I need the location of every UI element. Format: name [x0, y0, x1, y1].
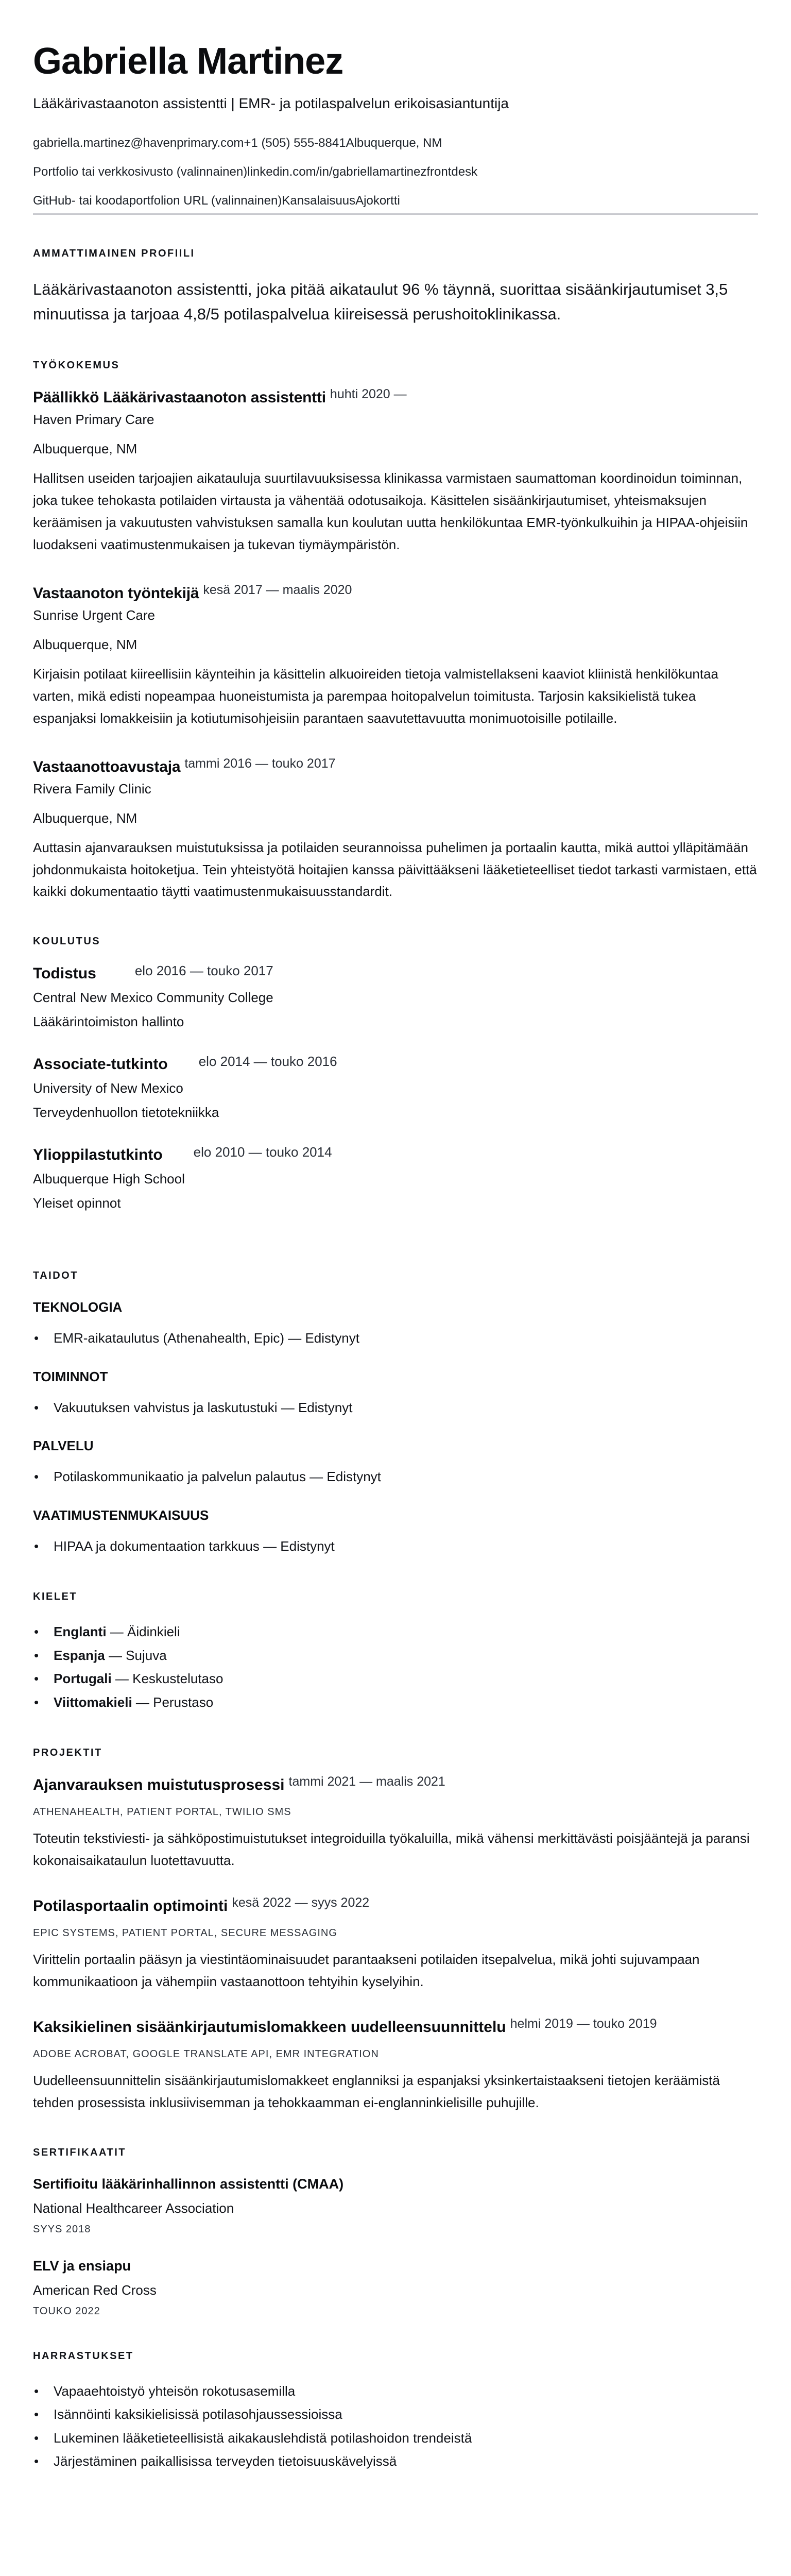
headline: Lääkärivastaanoton assistentti | EMR- ja potilaspalvelun erikoisasiantuntija: [33, 95, 509, 112]
education-dates: elo 2014 — touko 2016: [198, 1054, 337, 1070]
phone-number[interactable]: +1 (505) 555-8841: [244, 136, 346, 150]
profile-summary: Lääkärivastaanoton assistentti, joka pitää aikataulut 96 % täynnä, suorittaa sisäänkirjautumiset 3,5 minuutissa ja tarjoaa 4,8/5 potilaspalvelua kiireisessä perushoitoklinikassa.: [33, 280, 728, 324]
project-entry: [33, 1897, 758, 1993]
school-name: Albuquerque High School: [33, 1171, 185, 1187]
project-entry: [33, 2016, 758, 2114]
job-description: Auttasin ajanvarauksen muistutuksissa ja potilaiden seurannoissa puhelimen ja portaalin kautta, mikä auttoi ylläpitämään johdonmukaista hoitoketjua. Tein yhteistyötä hoitajien kanssa päivittääkseni lääketieteelliset tiedot tarkasti varmistaen, että kaikki dokumentaatio täytti vaatimustenmukaisuusstandardit.: [33, 839, 757, 900]
section-title-experience: TYÖKOKEMUS: [33, 360, 120, 371]
portfolio-link[interactable]: Portfolio tai verkkosivusto (valinnainen): [33, 165, 248, 179]
job-entry: [33, 389, 758, 556]
certification-issuer: American Red Cross: [33, 2282, 157, 2298]
project-tech: ADOBE ACROBAT, GOOGLE TRANSLATE API, EMR INTEGRATION: [33, 2048, 379, 2060]
education-entry: [33, 1056, 337, 1123]
certification-date: TOUKO 2022: [33, 2305, 100, 2317]
interest-item: • Isännöinti kaksikielisissä potilasohjaussessioissa: [33, 2403, 758, 2427]
section-title-languages: KIELET: [33, 1591, 78, 1603]
language-name: Portugali: [54, 1671, 112, 1687]
skill-item: • HIPAA ja dokumentaation tarkkuus — Edistynyt: [33, 1535, 758, 1558]
project-description: Virittelin portaalin pääsyn ja viestintäominaisuudet parantaakseni potilaiden itsepalvelua, mikä johti sujuvampaan kommunikaatioon ja vähempiin vastaanottoon tehtyihin kyselyihin.: [33, 1952, 700, 1990]
language-level: — Äidinkieli: [106, 1624, 180, 1640]
skill-category: TEKNOLOGIA: [33, 1299, 123, 1315]
degree-title: Associate-tutkinto: [33, 1056, 168, 1073]
skill-group: [33, 1299, 758, 1350]
job-company: Haven Primary Care: [33, 412, 154, 428]
skill-category: VAATIMUSTENMUKAISUUS: [33, 1507, 209, 1523]
project-title: Potilasportaalin optimointi: [33, 1897, 228, 1915]
skill-item: • Vakuutuksen vahvistus ja laskutustuki — Edistynyt: [33, 1396, 758, 1420]
project-dates: tammi 2021 — maalis 2021: [288, 1774, 445, 1789]
language-item: [33, 1620, 758, 1644]
github-link[interactable]: GitHub- tai koodaportfolion URL (valinnainen): [33, 194, 282, 208]
certifications-section: [33, 2147, 758, 2317]
project-tech: EPIC SYSTEMS, PATIENT PORTAL, SECURE MESSAGING: [33, 1927, 337, 1939]
job-dates: kesä 2017 — maalis 2020: [203, 583, 352, 598]
skill-category: PALVELU: [33, 1438, 94, 1454]
degree-title: Ylioppilastutkinto: [33, 1146, 163, 1164]
job-title: Vastaanottoavustaja: [33, 758, 181, 775]
project-tech: ATHENAHEALTH, PATIENT PORTAL, TWILIO SMS: [33, 1806, 291, 1818]
section-title-skills: TAIDOT: [33, 1270, 78, 1282]
education-dates: elo 2016 — touko 2017: [134, 963, 273, 979]
language-item: [33, 1691, 758, 1715]
language-item: [33, 1667, 758, 1691]
interest-item: • Järjestäminen paikallisissa terveyden tietoisuuskävelyissä: [33, 2450, 758, 2473]
interest-item: • Lukeminen lääketieteellisistä aikakauslehdistä potilashoidon trendeistä: [33, 2427, 758, 2450]
field-of-study: Terveydenhuollon tietotekniikka: [33, 1105, 219, 1121]
candidate-name: Gabriella Martinez: [33, 41, 343, 82]
experience-section: [33, 360, 758, 903]
project-title: Kaksikielinen sisäänkirjautumislomakkeen uudelleensuunnittelu: [33, 2018, 506, 2036]
resume-header: [33, 41, 758, 215]
job-location: Albuquerque, NM: [33, 637, 137, 653]
degree-title: Todistus: [33, 965, 96, 982]
section-title-profile: AMMATTIMAINEN PROFIILI: [33, 248, 195, 260]
field-of-study: Yleiset opinnot: [33, 1195, 121, 1211]
job-entry: [33, 758, 758, 903]
skill-item: • EMR-aikataulutus (Athenahealth, Epic) — Edistynyt: [33, 1327, 758, 1350]
section-title-education: KOULUTUS: [33, 936, 101, 947]
project-entry: [33, 1776, 758, 1872]
section-title-certifications: SERTIFIKAATIT: [33, 2146, 127, 2158]
project-description: Uudelleensuunnittelin sisäänkirjautumislomakkeet englanniksi ja espanjaksi yksinkertaistaakseni tietojen keräämistä tehden prosessista inklusiivisemman ja tehokkaamman ei-englanninkielisille puhujille.: [33, 2072, 720, 2110]
job-location: Albuquerque, NM: [33, 441, 137, 457]
school-name: Central New Mexico Community College: [33, 990, 273, 1006]
skill-category: TOIMINNOT: [33, 1368, 108, 1384]
contact-info: [33, 129, 758, 215]
contact-row-links: [33, 158, 758, 187]
languages-section: [33, 1591, 758, 1714]
interest-item: • Vapaaehtoistyö yhteisön rokotusasemilla: [33, 2380, 758, 2403]
certification-issuer: National Healthcareer Association: [33, 2200, 234, 2216]
skill-item: • Potilaskommunikaatio ja palvelun palautus — Edistynyt: [33, 1465, 758, 1489]
skill-group: [33, 1507, 758, 1558]
job-company: Rivera Family Clinic: [33, 781, 151, 796]
language-name: Espanja: [54, 1647, 105, 1663]
language-name: Englanti: [54, 1624, 107, 1640]
location: Albuquerque, NM: [346, 136, 442, 150]
project-dates: helmi 2019 — touko 2019: [510, 2016, 657, 2031]
skill-group: [33, 1369, 758, 1420]
language-level: — Sujuva: [105, 1647, 167, 1663]
skill-group: [33, 1438, 758, 1489]
language-name: Viittomakieli: [54, 1694, 132, 1710]
drivers-license: Ajokortti: [355, 194, 400, 208]
education-dates: elo 2010 — touko 2014: [193, 1144, 332, 1160]
job-description: Kirjaisin potilaat kiireellisiin käynteihin ja käsittelin alkuoireiden tietoja valmistellakseni kaaviot kliinistä henkilökuntaa varten, mikä edisti nopeampaa huoneistumista ja parempaa hoitopalvelun toimitusta. Tarjosin kaksikielistä tukea espanjaksi lomakkeisiin ja kotiutumisohjeisiin parantaen saavutettavuutta monimuotoisille potilaille.: [33, 666, 719, 726]
certification-entry: [33, 2176, 758, 2235]
linkedin-link[interactable]: linkedin.com/in/gabriellamartinezfrontdesk: [247, 165, 478, 179]
project-dates: kesä 2022 — syys 2022: [232, 1895, 370, 1910]
profile-section: [33, 248, 758, 327]
certification-name: ELV ja ensiapu: [33, 2258, 131, 2274]
section-title-projects: PROJEKTIT: [33, 1747, 102, 1759]
skills-section: [33, 1270, 758, 1558]
certification-entry: [33, 2258, 758, 2317]
education-entry: [33, 1146, 332, 1213]
project-description: Toteutin tekstiviesti- ja sähköpostimuistutukset integroiduilla työkaluilla, mikä vähensi merkittävästi poisjääntejä ja paransi kokonaisaikataulun luotettavuutta.: [33, 1831, 750, 1869]
job-title: Vastaanoton työntekijä: [33, 585, 199, 602]
field-of-study: Lääkärintoimiston hallinto: [33, 1014, 184, 1030]
job-dates: huhti 2020 —: [330, 387, 407, 402]
certification-name: Sertifioitu lääkärinhallinnon assistentti (CMAA): [33, 2176, 344, 2192]
education-entry: [33, 965, 273, 1032]
job-company: Sunrise Urgent Care: [33, 607, 155, 623]
job-entry: [33, 585, 758, 730]
education-section: [33, 936, 758, 1237]
project-title: Ajanvarauksen muistutusprosessi: [33, 1776, 285, 1794]
interests-section: [33, 2350, 758, 2473]
section-title-interests: HARRASTUKSET: [33, 2350, 134, 2362]
certification-date: SYYS 2018: [33, 2223, 91, 2235]
language-item: [33, 1644, 758, 1668]
job-title: Päällikkö Lääkärivastaanoton assistentti: [33, 389, 326, 406]
citizenship: Kansalaisuus: [282, 194, 356, 208]
email-link[interactable]: gabriella.martinez@havenprimary.com: [33, 136, 244, 150]
language-level: — Keskustelutaso: [111, 1671, 223, 1687]
language-level: — Perustaso: [132, 1694, 214, 1710]
contact-row-primary: [33, 129, 758, 158]
contact-row-extra: [33, 187, 758, 215]
school-name: University of New Mexico: [33, 1080, 183, 1096]
job-description: Hallitsen useiden tarjoajien aikatauluja suurtilavuuksisessa klinikassa varmistaen saumattoman koordinoidun toiminnan, joka tukee tehokasta potilaiden virtausta ja vähentää odotusaikoja. Käsittelen sisäänkirjautumiset, yhteismaksujen keräämisen ja vakuutusten vahvistuksen samalla kun koulutan uutta henkilökuntaa EMR-työnkulkuihin ja HIPAA-ohjeisiin luodakseni vaatimustenmukaisen ja tukevan tiymäympäristön.: [33, 470, 748, 553]
job-location: Albuquerque, NM: [33, 810, 137, 826]
header-divider: [33, 213, 758, 215]
job-dates: tammi 2016 — touko 2017: [184, 756, 336, 771]
projects-section: [33, 1747, 758, 2113]
